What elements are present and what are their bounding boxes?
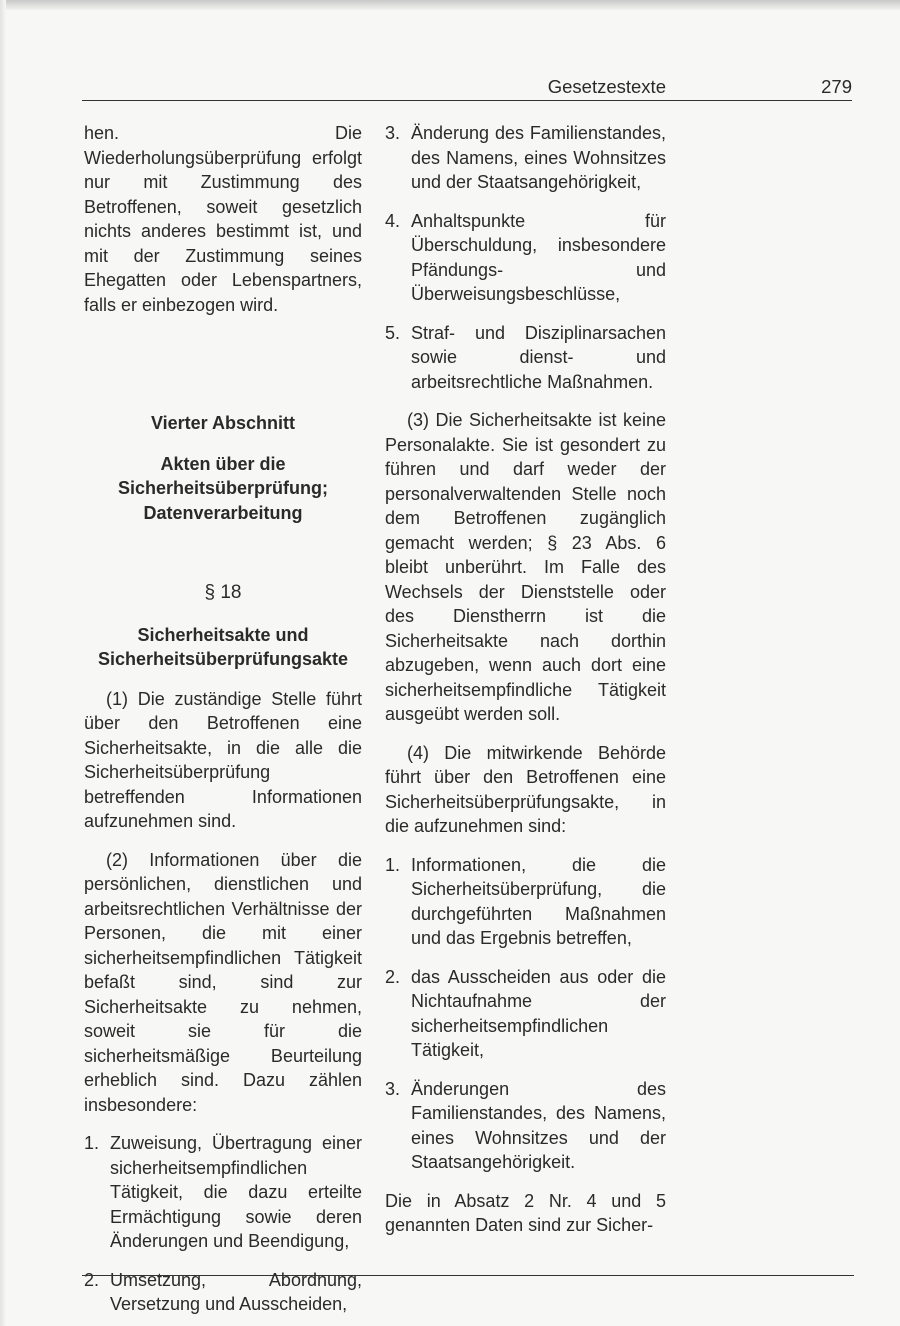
list-item (385, 321, 666, 395)
list-item-number: 2. (84, 1269, 100, 1290)
list-item-text: das Ausscheiden aus oder die Nichtaufnahme der sicherheitsempfindlichen Tätigkeit, (411, 966, 666, 1060)
left-column (84, 121, 362, 1317)
absatz-2: (2) Informationen über die persönlichen, dienstlichen und arbeitsrechtlichen Verhältnisse der Personen, die mit einer sicherheitsempfindlichen Tätigkeit befaßt sind, sind zur Sicherheitsakte zu nehmen, soweit sie für die sicherheitsmäßige Beurteilung erheblich sind. Dazu zählen insbesondere: (84, 849, 362, 1115)
list-item-number: 3. (385, 1078, 401, 1099)
list-item-text: Informationen, die die Sicherheitsüberprüfung, die durchgeführten Maßnahmen und das Ergebnis betreffen, (411, 854, 666, 948)
list-item (385, 1077, 666, 1175)
paragraph-title: Sicherheitsakte und Sicherheitsüberprüfungsakte (97, 624, 349, 669)
list-item-text: Änderung des Familienstandes, des Namens, eines Wohnsitzes und der Staatsangehörigkeit, (411, 123, 666, 192)
list-item-text: Straf- und Disziplinarsachen sowie dienst- und arbeitsrechtliche Maßnahmen. (411, 322, 666, 392)
scan-top-edge (0, 0, 900, 10)
list-item-number: 5. (385, 322, 401, 343)
section-title: Akten über die Sicherheitsüberprüfung; Datenverarbeitung (117, 453, 328, 523)
section-heading: Vierter Abschnitt (150, 413, 296, 433)
list-item (385, 121, 666, 195)
list-item-number: 4. (385, 210, 401, 231)
list-item (385, 209, 666, 307)
list-item-text: Umsetzung, Abordnung, Versetzung und Ausscheiden, (110, 1269, 362, 1314)
list-item (385, 853, 666, 951)
list-item-number: 1. (84, 1133, 100, 1153)
page-number: 279 (821, 76, 852, 97)
running-title: Gesetzestexte (547, 76, 666, 97)
list-item-text: Anhaltspunkte für Überschuldung, insbesondere Pfändungs- und Überweisungsbeschlüsse, (411, 210, 666, 304)
absatz-1: (1) Die zuständige Stelle führt über den Betroffenen eine Sicherheitsakte, in die alle die Sicherheitsüberprüfung betreffenden Informationen aufzunehmen sind. (84, 688, 362, 831)
paragraph-number: § 18 (204, 582, 242, 603)
list-item-number: 1. (385, 854, 401, 875)
continuation-text: hen. Die Wiederholungsüberprüfung erfolgt nur mit Zustimmung des Betroffenen, soweit gesetzlich nichts anderes bestimmt ist, und mit der Zustimmung seines Ehegatten oder Lebenspartners, falls er einbezogen wird. (84, 123, 362, 315)
list-item (385, 965, 666, 1063)
list-item (84, 1131, 362, 1254)
page-header (82, 76, 852, 102)
list-item-text: Zuweisung, Übertragung einer sicherheitsempfindlichen Tätigkeit, die dazu erteilte Ermächtigung sowie deren Änderungen und Beendigung, (110, 1133, 362, 1251)
list-item-text: Änderungen des Familienstandes, des Namens, eines Wohnsitzes und der Staatsangehörigkeit. (411, 1078, 666, 1172)
absatz-3: (3) Die Sicherheitsakte ist keine Personalakte. Sie ist gesondert zu führen und darf weder der personalverwaltenden Stelle noch dem Betroffenen zugänglich gemacht werden; § 23 Abs. 6 bleibt unberührt. Im Falle des Wechsels der Dienststelle oder des Dienstherrn ist die Sicherheitsakte nach dorthin abzugeben, wenn auch dort eine sicherheitsempfindliche Tätigkeit ausgeübt werden soll. (385, 410, 666, 724)
absatz-4: (4) Die mitwirkende Behörde führt über den Betroffenen eine Sicherheitsüberprüfungsakte, in die aufzunehmen sind: (385, 742, 666, 836)
footer-rule (82, 1275, 854, 1276)
header-rule (82, 100, 852, 101)
closing-text: Die in Absatz 2 Nr. 4 und 5 genannten Daten sind zur Sicher- (385, 1190, 666, 1235)
scan-left-shadow (0, 0, 6, 1326)
list-item-number: 2. (385, 966, 401, 987)
right-column (385, 121, 666, 1238)
list-item-number: 3. (385, 123, 401, 143)
